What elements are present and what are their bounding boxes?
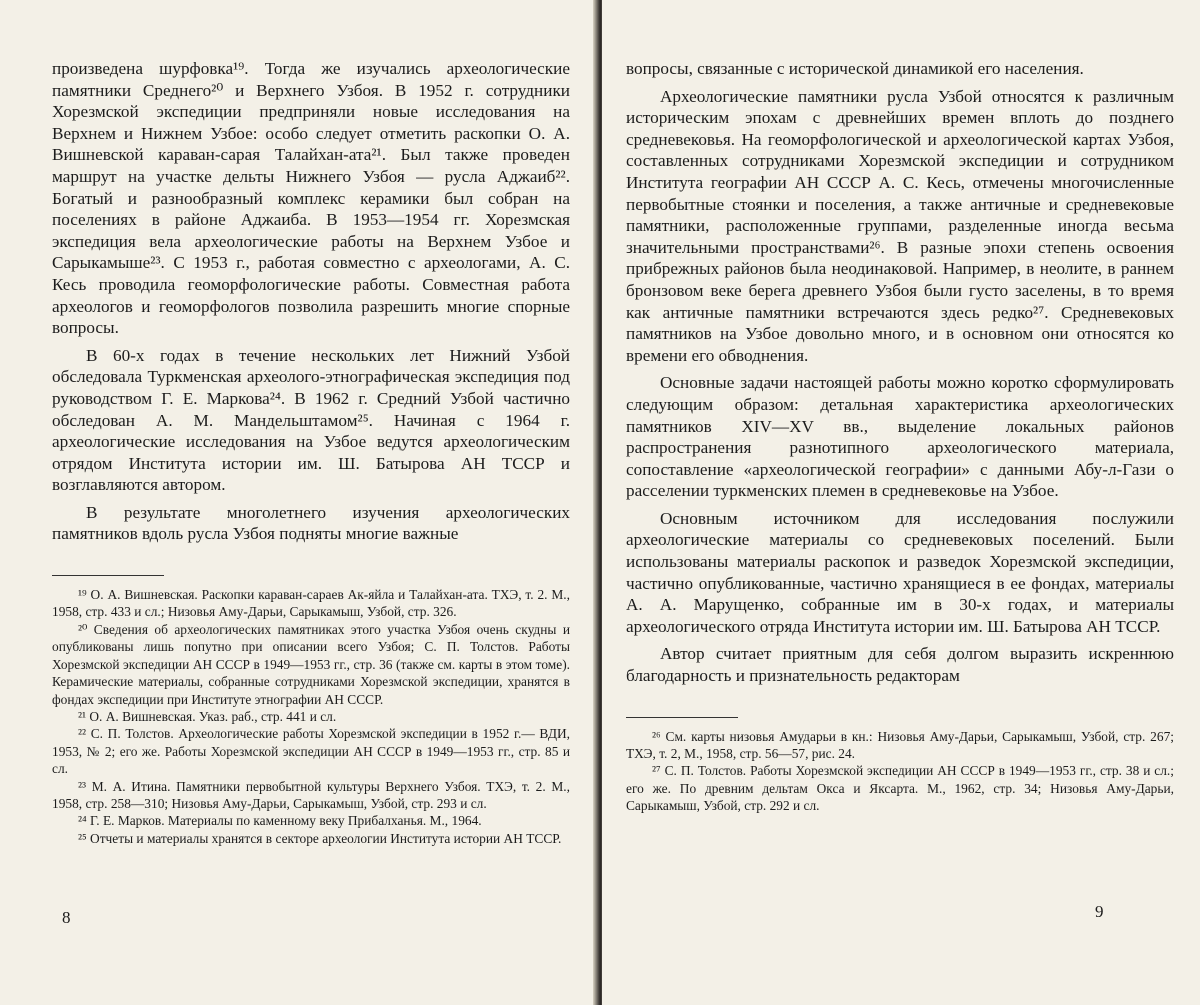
footnote-24: ²⁴ Г. Е. Марков. Материалы по каменному веку Прибалханья. М., 1964.: [78, 813, 482, 829]
right-text-column: [626, 58, 1174, 815]
left-page-number: 8: [62, 908, 71, 927]
right-paragraph-1: вопросы, связанные с исторической динамикой его населения.: [626, 59, 1084, 78]
left-footnote-rule: [52, 575, 164, 576]
right-body-text: [626, 58, 1174, 687]
footnote-19: ¹⁹ О. А. Вишневская. Раскопки караван-сараев Ак-яйла и Талайхан-ата. ТХЭ, т. 2. М., 1958, стр. 433 и сл.; Низовья Аму-Дарьи, Сарыкамыш, Узбой, стр. 326.: [52, 587, 570, 620]
footnote-20: ²⁰ Сведения об археологических памятниках этого участка Узбоя очень скудны и опубликованы лишь попутно при описании всего Узбоя; С. П. Толстов. Работы Хорезмской экспедиции АН СССР в 1949—1953 гг., стр. 36 (также см. карты в этом томе). Керамические материалы, собранные сотрудниками Хорезмской экспедиции, хранятся в фондах экспедиции при Институте этнографии АН СССР.: [52, 621, 570, 707]
left-paragraph-1: произведена шурфовка¹⁹. Тогда же изучались археологические памятники Среднего²⁰ и Верхнего Узбоя. В 1952 г. сотрудники Хорезмской экспедиции предприняли новые исследования на Верхнем и Нижнем Узбое: особо следует отметить раскопки О. А. Вишневской караван-сарая Талайхан-ата²¹. Был также проведен маршрут на участке дельты Нижнего Узбоя — русла Аджаиб²². Богатый и разнообразный комплекс керамики был собран на поселениях в районе Аджаиба. В 1953—1954 гг. Хорезмская экспедиция вела археологические работы на Верхнем Узбое и Сарыкамыше²³. С 1953 г., работая совместно с археологами, А. С. Кесь проводила геоморфологические работы. Совместная работа археологов и геоморфологов позволила разрешить многие спорные вопросы.: [52, 59, 570, 338]
right-footnotes: [626, 728, 1174, 815]
left-paragraph-3: В результате многолетнего изучения археологических памятников вдоль русла Узбоя подняты многие важные: [52, 502, 570, 544]
footnote-25: ²⁵ Отчеты и материалы хранятся в секторе археологии Института истории АН ТССР.: [78, 830, 562, 846]
footnote-22: ²² С. П. Толстов. Археологические работы Хорезмской экспедиции в 1952 г.— ВДИ, 1953, № 2; его же. Работы Хорезмской экспедиции АН СССР в 1949—1953 гг., стр. 85 и сл.: [52, 726, 570, 777]
footnote-27: ²⁷ С. П. Толстов. Работы Хорезмской экспедиции АН СССР в 1949—1953 гг., стр. 38 и сл.; его же. По древним дельтам Окса и Яксарта. М., 1962, стр. 34; Низовья Аму-Дарьи, Сарыкамыш, Узбой, стр. 292 и сл.: [626, 763, 1174, 814]
right-page: [602, 0, 1200, 1005]
left-footnotes: [52, 586, 570, 847]
footnote-23: ²³ М. А. Итина. Памятники первобытной культуры Верхнего Узбоя. ТХЭ, т. 2. М., 1958, стр. 258—310; Низовья Аму-Дарьи, Сарыкамыш, Узбой, стр. 293 и сл.: [52, 778, 570, 811]
left-paragraph-2: В 60-х годах в течение нескольких лет Нижний Узбой обследовала Туркменская археолого-этнографическая экспедиция под руководством Г. Е. Маркова²⁴. В 1962 г. Средний Узбой частично обследован А. М. Мандельштамом²⁵. Начиная с 1964 г. археологические исследования на Узбое ведутся археологическим отрядом Института истории им. Ш. Батырова АН ТССР и возглавляются автором.: [52, 345, 570, 495]
right-paragraph-3: Основные задачи настоящей работы можно коротко сформулировать следующим образом: детальная характеристика археологических памятников XIV—XV вв., выделение локальных районов распространения разнотипного археологического материала, сопоставление «археологической географии» с данными Абу-л-Гази о расселении туркменских племен в средневековье на Узбое.: [626, 373, 1174, 501]
right-paragraph-5: Автор считает приятным для себя долгом выразить искреннюю благодарность и признательность редакторам: [626, 644, 1174, 686]
left-text-column: [52, 58, 570, 847]
footnote-26: ²⁶ См. карты низовья Амударьи в кн.: Низовья Аму-Дарьи, Сарыкамыш, Узбой, стр. 267; ТХЭ, т. 2, М., 1958, стр. 56—57, рис. 24.: [626, 728, 1174, 762]
right-paragraph-4: Основным источником для исследования послужили археологические материалы со средневековых поселений. Были использованы материалы раскопок и разведок Хорезмской экспедиции, частично опубликованные, частично хранящиеся в ее фондах, материалы А. А. Марущенко, собранные им в 30-х годах, и материалы археологического отряда Института истории им. Ш. Батырова АН ТССР.: [626, 508, 1174, 636]
left-page: [0, 0, 598, 1005]
footnote-21: ²¹ О. А. Вишневская. Указ. раб., стр. 441 и сл.: [78, 708, 337, 724]
right-page-number: 9: [1095, 902, 1104, 921]
right-footnote-rule: [626, 717, 738, 718]
left-body-text: [52, 58, 570, 545]
right-paragraph-2: Археологические памятники русла Узбой относятся к различным историческим эпохам с древнейших времен вплоть до позднего средневековья. На геоморфологической и археологической картах Узбоя, составленных сотрудниками Хорезмской экспедиции и сотрудником Института географии АН СССР А. С. Кесь, отмечены многочисленные первобытные стоянки и поселения, а также античные и средневековые памятники, расположенные группами, разделенные иногда весьма значительными пространствами²⁶. В разные эпохи степень освоения прибрежных районов была неодинаковой. Например, в неолите, в раннем бронзовом веке берега древнего Узбоя были густо заселены, в то время как античные памятники встречаются здесь редко²⁷. Средневековых памятников на Узбое довольно много, и в основном они относятся ко времени его обводнения.: [626, 86, 1174, 365]
